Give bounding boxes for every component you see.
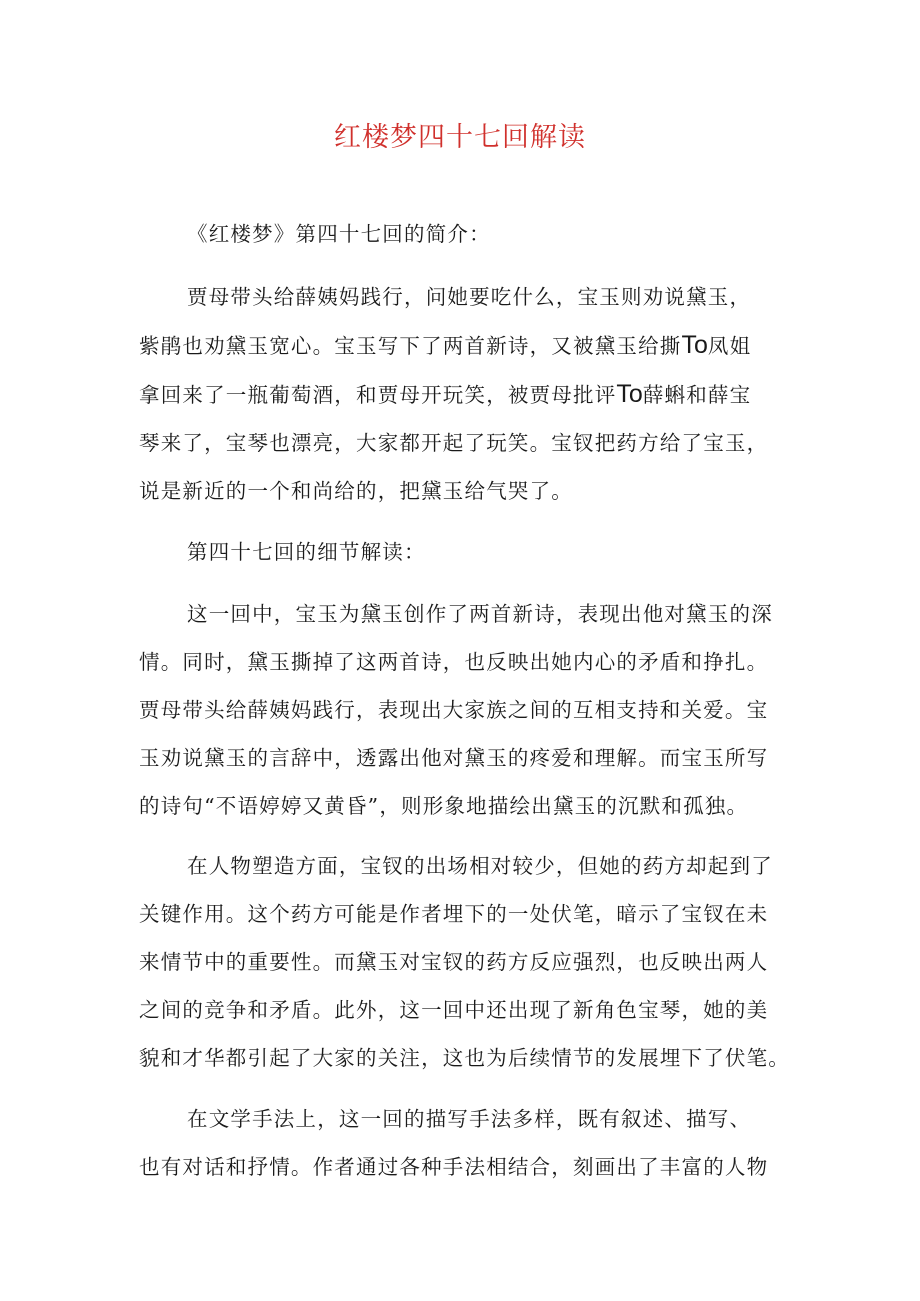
summary-paragraph: [139, 273, 784, 515]
intro-heading: [139, 210, 784, 258]
detail-paragraph-2: [139, 842, 790, 1082]
detail-line: 贾母带头给薛姨妈践行，表现出大家族之间的互相支持和关爱。宝: [139, 698, 769, 722]
summary-line-segment: 凤姐: [707, 334, 752, 358]
detail-line: 关键作用。这个药方可能是作者埋下的一处伏笔，暗示了宝钗在未: [139, 902, 769, 926]
detail-line: 这一回中，宝玉为黛玉创作了两首新诗，表现出他对黛玉的深: [187, 602, 773, 626]
detail-line: 的诗句“不语婷婷又黄昏”，则形象地描绘出黛玉的沉默和孤独。: [139, 794, 749, 818]
summary-line: [139, 321, 784, 370]
detail-line: 在文学手法上，这一回的描写手法多样，既有叙述、描写、: [187, 1107, 752, 1131]
intro-heading-text: 《红楼梦》第四十七回的简介：: [187, 222, 491, 246]
summary-line-segment: 薛蝌和薛宝: [642, 383, 752, 407]
detail-line: 情。同时，黛玉撕掉了这两首诗，也反映出她内心的矛盾和挣扎。: [139, 650, 769, 674]
detail-paragraph-1: [139, 590, 784, 830]
summary-line-segment: 拿回来了一瓶葡萄酒，和贾母开玩笑，被贾母批评: [139, 383, 617, 407]
detail-paragraph-3: [139, 1095, 784, 1191]
summary-line: 说是新近的一个和尚给的，把黛玉给气哭了。: [139, 479, 573, 503]
detail-line: 貌和才华都引起了大家的关注，这也为后续情节的发展埋下了伏笔。: [139, 1046, 790, 1070]
detail-line: 玉劝说黛玉的言辞中，透露出他对黛玉的疼爱和理解。而宝玉所写: [139, 746, 769, 770]
document-title: 红楼梦四十七回解读: [334, 122, 586, 153]
summary-line-segment: 紫鹃也劝黛玉宽心。宝玉写下了两首新诗，又被黛玉给撕: [139, 334, 682, 358]
detail-line: 在人物塑造方面，宝钗的出场相对较少，但她的药方却起到了: [187, 854, 773, 878]
detail-heading: [139, 528, 784, 576]
detail-line: 来情节中的重要性。而黛玉对宝钗的药方反应强烈，也反映出两人: [139, 950, 769, 974]
summary-en-word: To: [681, 331, 708, 359]
detail-line: 也有对话和抒情。作者通过各种手法相结合，刻画出了丰富的人物: [139, 1155, 769, 1179]
summary-en-word: To: [616, 380, 643, 408]
detail-line: 之间的竞争和矛盾。此外，这一回中还出现了新角色宝琴，她的美: [139, 998, 769, 1022]
summary-line: 琴来了，宝琴也漂亮，大家都开起了玩笑。宝钗把药方给了宝玉，: [139, 431, 769, 455]
detail-heading-text: 第四十七回的细节解读：: [187, 540, 426, 564]
summary-line: [139, 370, 784, 419]
summary-line: 贾母带头给薛姨妈践行，问她要吃什么，宝玉则劝说黛玉，: [187, 285, 752, 309]
